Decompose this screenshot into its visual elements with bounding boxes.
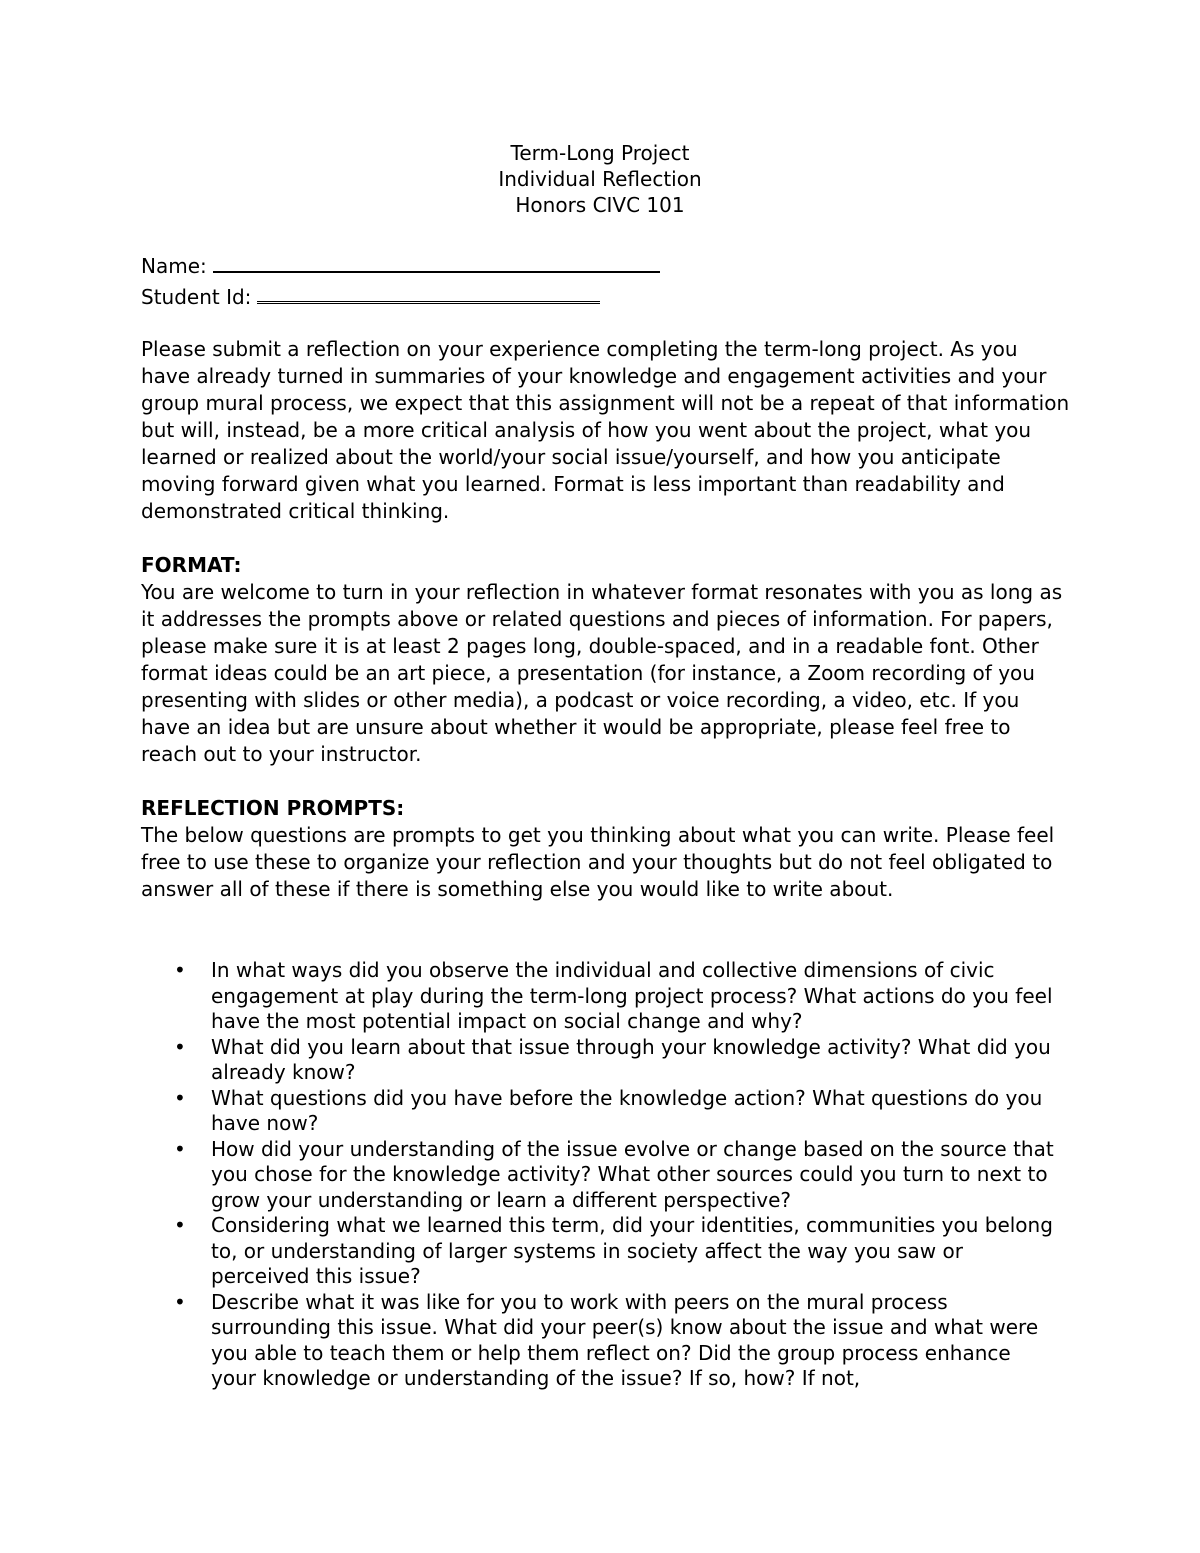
bullet-icon: • xyxy=(174,1289,186,1314)
prompt-text: Describe what it was like for you to work with peers on the mural process surrounding this issue. What did your peer(s) know about the issue and what were you able to teach them or help them reflect on? Did the group process enhance your knowledge or understanding of the issue? If so, how? If not, xyxy=(211,1289,1039,1390)
bullet-icon: • xyxy=(174,1213,186,1237)
format-heading: FORMAT: xyxy=(141,553,242,577)
name-blank-line xyxy=(213,253,660,273)
document-header xyxy=(0,140,1200,218)
reflection-section xyxy=(141,795,1071,903)
bullet-icon: • xyxy=(174,1136,186,1161)
prompt-text: What questions did you have before the knowledge action? What questions do you have now? xyxy=(211,1085,1043,1135)
bullet-icon: • xyxy=(174,958,186,982)
list-item xyxy=(141,1035,1061,1086)
list-item xyxy=(141,1137,1061,1214)
intro-section xyxy=(141,336,1071,525)
list-item xyxy=(141,1290,1061,1392)
format-section xyxy=(141,552,1071,768)
header-course-name: Honors CIVC 101 xyxy=(515,193,685,217)
list-item xyxy=(141,958,1061,1035)
name-label: Name: xyxy=(141,254,207,278)
prompt-text: What did you learn about that issue through your knowledge activity? What did you already know? xyxy=(211,1034,1051,1084)
reflection-heading: REFLECTION PROMPTS: xyxy=(141,796,405,820)
name-field xyxy=(141,253,660,279)
header-assignment-title: Individual Reflection xyxy=(498,167,702,191)
intro-paragraph: Please submit a reflection on your experience completing the term-long project. As you have already turned in summaries of your knowledge and engagement activities and your group mural process, we expect that this assignment will not be a repeat of that information but will, instead, be a more critical analysis of how you went about the project, what you learned or realized about the world/your social issue/yourself, and how you anticipate moving forward given what you learned. Format is less important than readability and demonstrated critical thinking. xyxy=(141,337,1070,523)
prompt-text: In what ways did you observe the individual and collective dimensions of civic engagement at play during the term-long project process? What actions do you feel have the most potential impact on social change and why? xyxy=(211,958,1053,1033)
list-item xyxy=(141,1086,1061,1137)
bullet-icon: • xyxy=(174,1034,186,1059)
prompt-text: How did your understanding of the issue evolve or change based on the source that you chose for the knowledge activity? What other sources could you turn to next to grow your understanding or learn a different perspective? xyxy=(211,1136,1054,1212)
format-paragraph: You are welcome to turn in your reflection in whatever format resonates with you as long as it addresses the prompts above or related questions and pieces of information. For papers, please make sure it is at least 2 pages long, double-spaced, and in a readable font. Other format ideas could be an art piece, a presentation (for instance, a Zoom recording of you presenting with slides or other media), a podcast or voice recording, a video, etc. If you have an idea but are unsure about whether it would be appropriate, please feel free to reach out to your instructor. xyxy=(141,580,1063,766)
student-id-field xyxy=(141,284,600,310)
student-id-label: Student Id: xyxy=(141,285,252,309)
bullet-icon: • xyxy=(174,1085,186,1110)
header-project-title: Term-Long Project xyxy=(510,141,690,165)
reflection-prompts-list xyxy=(141,958,1061,1392)
prompt-text: Considering what we learned this term, did your identities, communities you belong to, or understanding of larger systems in society affect the way you saw or perceived this issue? xyxy=(211,1213,1053,1288)
reflection-paragraph: The below questions are prompts to get you thinking about what you can write. Please feel free to use these to organize your reflection and your thoughts but do not feel obligated to answer all of these if there is something else you would like to write about. xyxy=(141,823,1055,901)
list-item xyxy=(141,1213,1061,1290)
student-id-blank-line xyxy=(257,285,600,304)
